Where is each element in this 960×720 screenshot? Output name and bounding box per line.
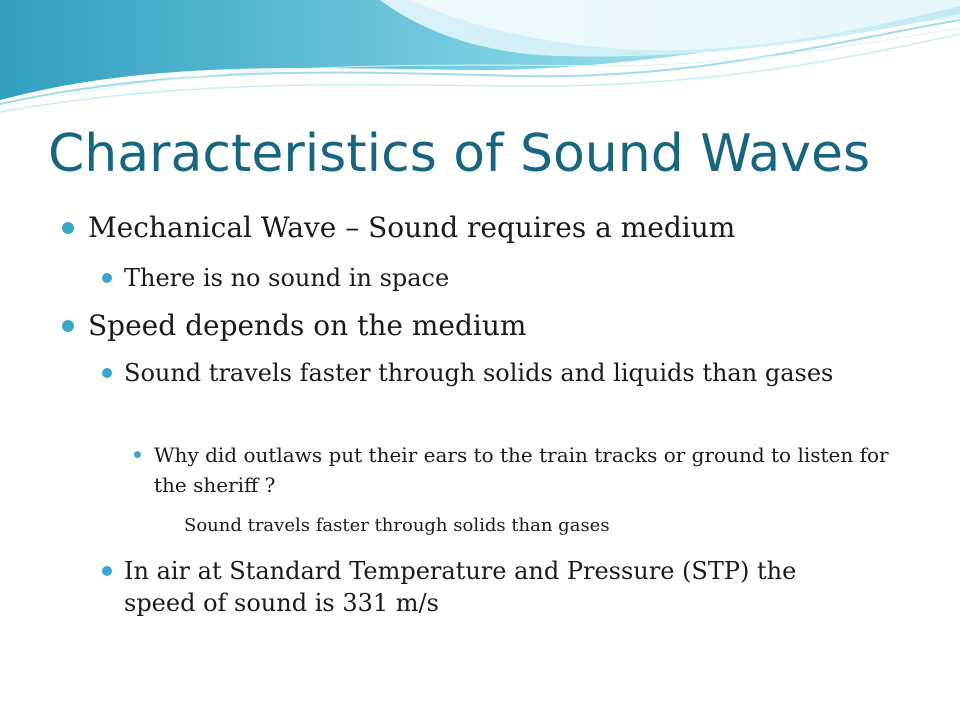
- answer-text: Sound travels faster through solids than gases: [184, 515, 610, 536]
- bullet-level3-outlaws: Why did outlaws put their ears to the train tracks or ground to listen for the sheriff ?: [154, 443, 889, 497]
- bullet-level1-speed: Speed depends on the medium: [88, 309, 527, 342]
- slide-title: Characteristics of Sound Waves: [48, 124, 871, 184]
- bullet-dot-icon: [102, 273, 112, 283]
- wave-decoration: [0, 0, 960, 130]
- bullet-level2-stp: In air at Standard Temperature and Pressure (STP) the speed of sound is 331 m/s: [124, 557, 797, 617]
- bullet-level2-space: There is no sound in space: [124, 264, 450, 292]
- bullet-dot-icon: [102, 566, 112, 576]
- bullet-dot-icon: [62, 222, 74, 234]
- bullet-dot-icon: [62, 320, 74, 332]
- bullet-level1-mechanical: Mechanical Wave – Sound requires a medium: [88, 211, 736, 244]
- bullet-level2-solids-liquids: Sound travels faster through solids and liquids than gases: [124, 359, 834, 387]
- bullet-dot-icon: [102, 368, 112, 378]
- bullet-dot-icon: [134, 451, 141, 458]
